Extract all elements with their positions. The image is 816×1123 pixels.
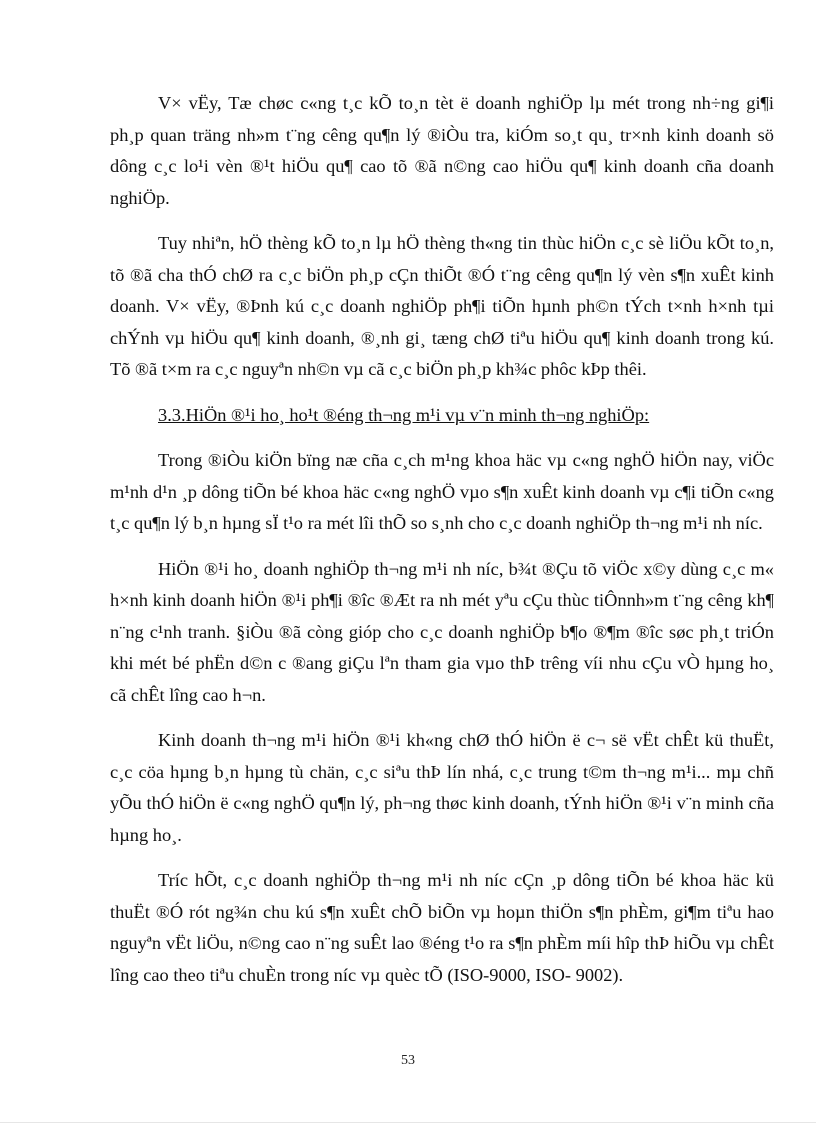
paragraph-1: V× vËy, Tæ chøc c«ng t¸c kÕ to¸n tèt ë doanh nghiÖp lµ mét trong nh÷ng gi¶i ph¸p quan träng nh»m t¨ng cêng qu¶n lý ®iÒu tra, kiÓm so¸t qu¸ tr×nh kinh doanh sö dông c¸c lo¹i vèn ®¹t hiÖu qu¶ cao tõ ®ã n©ng cao hiÖu qu¶ kinh doanh cña doanh nghiÖp. — [110, 93, 774, 208]
section-heading — [110, 400, 774, 432]
page-content — [110, 88, 774, 991]
paragraph-6: Tríc hÕt, c¸c doanh nghiÖp th¬ng m¹i nh níc cÇn ¸p dông tiÕn bé khoa häc kü thuËt ®Ó rót ng¾n chu kú s¶n xuÊt chÕ biÕn vµ hoµn thiÖn s¶n phÈm, gi¶m tiªu hao nguyªn vËt liÖu, n©ng cao n¨ng suÊt lao ®éng t¹o ra s¶n phÈm míi hîp thÞ hiÕu vµ chÊt lîng cao theo tiªu chuÈn trong níc vµ quèc tÕ (ISO-9000, ISO- 9002). — [110, 870, 774, 985]
page-number: 53 — [401, 1053, 415, 1068]
paragraph-2: Tuy nhiªn, hÖ thèng kÕ to¸n lµ hÖ thèng th«ng tin thùc hiÖn c¸c sè liÖu kÕt to¸n, tõ ®ã cha thÓ chØ ra c¸c biÖn ph¸p cÇn thiÕt ®Ó t¨ng cêng qu¶n lý vèn s¶n xuÊt kinh doanh. V× vËy, ®Þnh kú c¸c doanh nghiÖp ph¶i tiÕn hµnh ph©n tÝch t×nh h×nh tµi chÝnh vµ hiÖu qu¶ kinh doanh, ®¸nh gi¸ tæng chØ tiªu hiÖu qu¶ kinh doanh trong kú. Tõ ®ã t×m ra c¸c nguyªn nh©n vµ cã c¸c biÖn ph¸p kh¾c phôc kÞp thêi. — [110, 233, 774, 379]
paragraph-5: Kinh doanh th¬ng m¹i hiÖn ®¹i kh«ng chØ thÓ hiÖn ë c¬ së vËt chÊt kü thuËt, c¸c cöa hµng b¸n hµng tù chän, c¸c siªu thÞ lín nhá, c¸c trung t©m th¬ng m¹i... mµ chñ yÕu thÓ hiÖn ë c«ng nghÖ qu¶n lý, ph¬ng thøc kinh doanh, tÝnh hiÖn ®¹i v¨n minh cña hµng ho¸. — [110, 730, 774, 845]
section-heading-text: 3.3.HiÖn ®¹i ho¸ ho¹t ®éng th¬ng m¹i vµ v¨n minh th¬ng nghiÖp: — [158, 404, 650, 425]
paragraph-3: Trong ®iÒu kiÖn bïng næ cña c¸ch m¹ng khoa häc vµ c«ng nghÖ hiÖn nay, viÖc m¹nh d¹n ¸p dông tiÕn bé khoa häc c«ng nghÖ vµo s¶n xuÊt kinh doanh vµ c¶i tiÕn c«ng t¸c qu¶n lý b¸n hµng sÏ t¹o ra mét lîi thÕ so s¸nh cho c¸c doanh nghiÖp th¬ng m¹i nh níc. — [110, 450, 774, 533]
paragraph-4: HiÖn ®¹i ho¸ doanh nghiÖp th¬ng m¹i nh níc, b¾t ®Çu tõ viÖc x©y dùng c¸c m« h×nh kinh doanh hiÖn ®¹i ph¶i ®îc ®Æt ra nh mét yªu cÇu thùc tiÔnnh»m t¨ng cêng kh¶ n¨ng c¹nh tranh. §iÒu ®ã còng gióp cho c¸c doanh nghiÖp b¶o ®¶m ®îc søc ph¸t triÓn khi mét bé phËn d©n c ®ang giÇu lªn tham gia vµo thÞ trêng víi nhu cÇu vÒ hµng ho¸ cã chÊt lîng cao h¬n. — [110, 558, 774, 705]
